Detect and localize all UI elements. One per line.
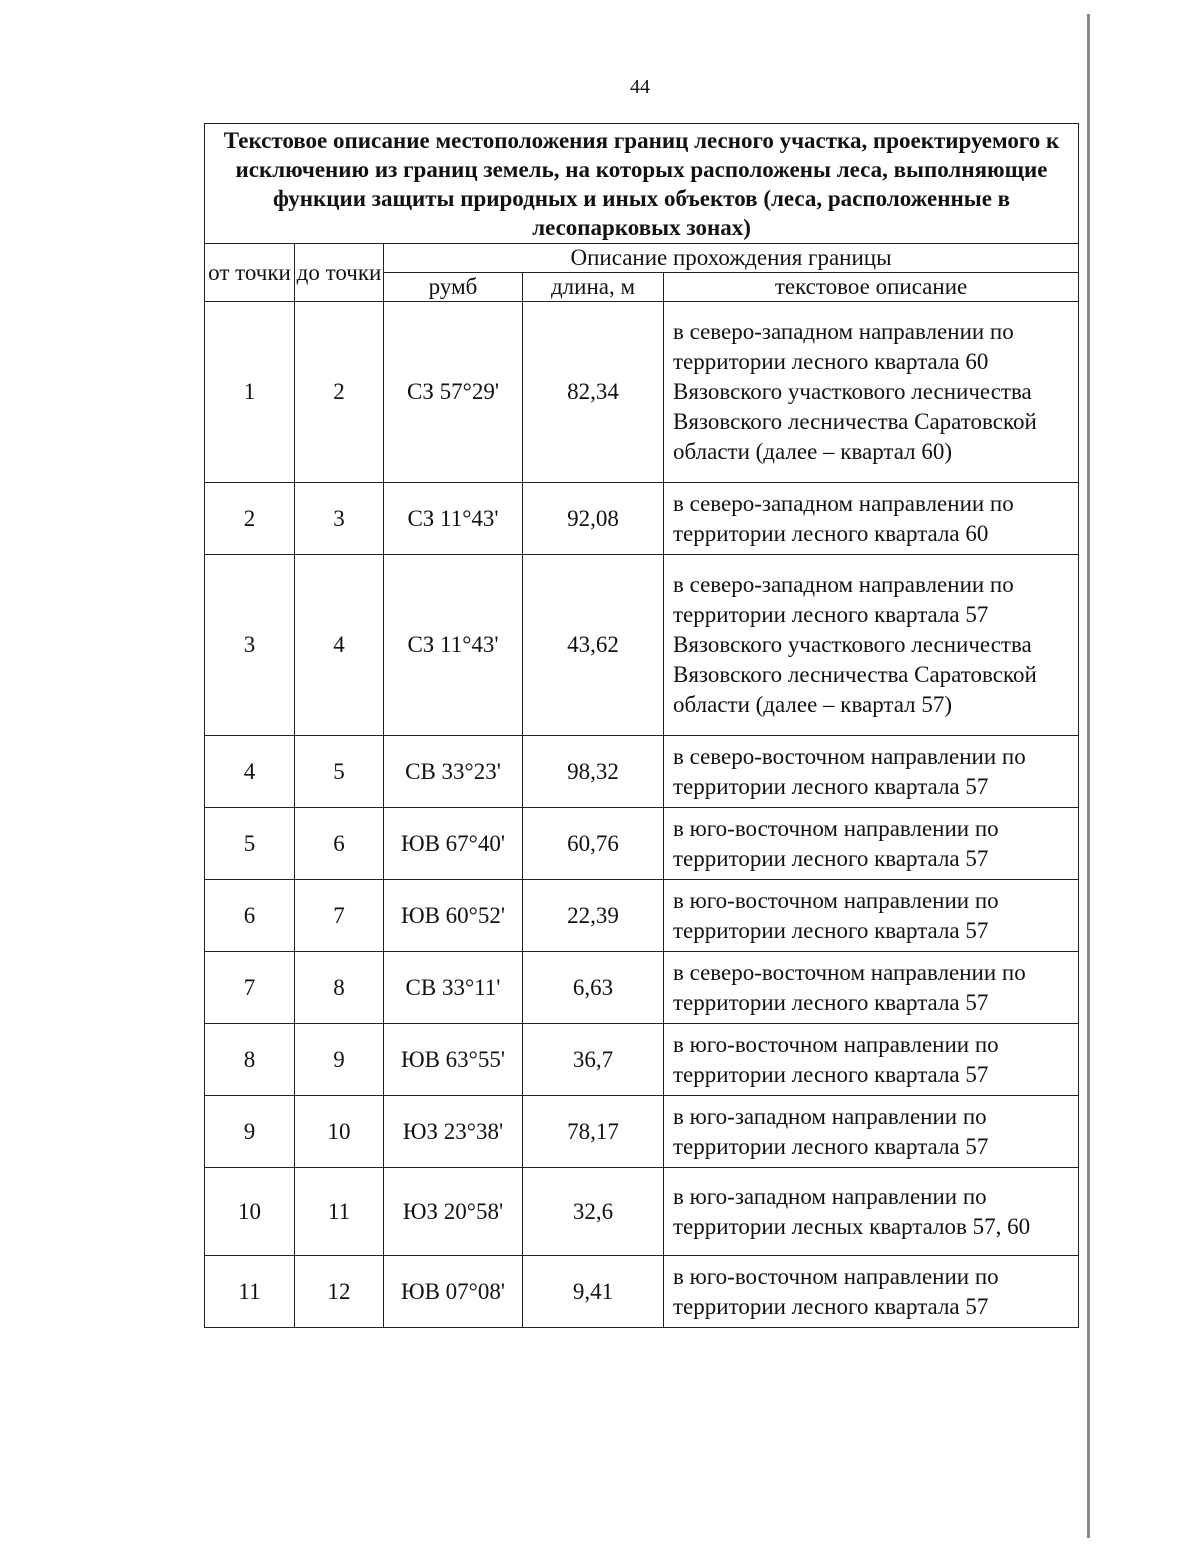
bearing-cell: СВ 33°11' (384, 952, 523, 1024)
from-point-cell: 3 (205, 555, 295, 736)
table-row (205, 1168, 1079, 1256)
to-point-cell: 8 (295, 952, 384, 1024)
description-cell: в северо-западном направлении по территории лесного квартала 60 (664, 483, 1079, 555)
from-point-cell: 7 (205, 952, 295, 1024)
to-point-cell: 9 (295, 1024, 384, 1096)
bearing-cell: ЮВ 60°52' (384, 880, 523, 952)
description-cell: в юго-западном направлении по территории лесного квартала 57 (664, 1096, 1079, 1168)
table-title: Текстовое описание местоположения границ лесного участка, проектируемого к исключению из границ земель, на которых расположены леса, выполняющие функции защиты природных и иных объектов (леса, расположенные в лесопарковых зонах) (205, 124, 1079, 244)
page-number: 44 (630, 76, 650, 98)
length-cell: 9,41 (523, 1256, 664, 1328)
table-row (205, 302, 1079, 483)
bearing-cell: ЮВ 67°40' (384, 808, 523, 880)
header-bearing: румб (384, 273, 523, 302)
to-point-cell: 11 (295, 1168, 384, 1256)
from-point-cell: 1 (205, 302, 295, 483)
length-cell: 32,6 (523, 1168, 664, 1256)
header-boundary-description: Описание прохождения границы (384, 244, 1079, 273)
length-cell: 22,39 (523, 880, 664, 952)
length-cell: 36,7 (523, 1024, 664, 1096)
description-cell: в северо-западном направлении по территории лесного квартала 60 Вязовского участкового лесничества Вязовского лесничества Саратовской области (далее – квартал 60) (664, 302, 1079, 483)
header-length: длина, м (523, 273, 664, 302)
to-point-cell: 4 (295, 555, 384, 736)
description-cell: в юго-восточном направлении по территории лесного квартала 57 (664, 880, 1079, 952)
description-cell: в юго-восточном направлении по территории лесного квартала 57 (664, 1024, 1079, 1096)
from-point-cell: 5 (205, 808, 295, 880)
bearing-cell: ЮЗ 23°38' (384, 1096, 523, 1168)
table-row (205, 736, 1079, 808)
to-point-cell: 7 (295, 880, 384, 952)
from-point-cell: 6 (205, 880, 295, 952)
description-cell: в юго-западном направлении по территории лесных кварталов 57, 60 (664, 1168, 1079, 1256)
table-row (205, 1024, 1079, 1096)
boundary-description-table (204, 123, 1079, 1328)
to-point-cell: 2 (295, 302, 384, 483)
from-point-cell: 11 (205, 1256, 295, 1328)
length-cell: 92,08 (523, 483, 664, 555)
to-point-cell: 12 (295, 1256, 384, 1328)
bearing-cell: ЮВ 63°55' (384, 1024, 523, 1096)
length-cell: 82,34 (523, 302, 664, 483)
bearing-cell: СЗ 11°43' (384, 483, 523, 555)
table-row (205, 555, 1079, 736)
description-cell: в северо-восточном направлении по территории лесного квартала 57 (664, 736, 1079, 808)
bearing-cell: ЮЗ 20°58' (384, 1168, 523, 1256)
length-cell: 43,62 (523, 555, 664, 736)
length-cell: 98,32 (523, 736, 664, 808)
from-point-cell: 9 (205, 1096, 295, 1168)
length-cell: 6,63 (523, 952, 664, 1024)
table-row (205, 1256, 1079, 1328)
description-cell: в северо-западном направлении по территории лесного квартала 57 Вязовского участкового лесничества Вязовского лесничества Саратовской области (далее – квартал 57) (664, 555, 1079, 736)
scan-edge-line (1087, 14, 1090, 1538)
header-from-point: от точки (205, 244, 295, 302)
length-cell: 60,76 (523, 808, 664, 880)
table-row (205, 952, 1079, 1024)
to-point-cell: 5 (295, 736, 384, 808)
table-row (205, 808, 1079, 880)
from-point-cell: 4 (205, 736, 295, 808)
header-to-point: до точки (295, 244, 384, 302)
from-point-cell: 2 (205, 483, 295, 555)
table-row (205, 483, 1079, 555)
description-cell: в северо-восточном направлении по территории лесного квартала 57 (664, 952, 1079, 1024)
length-cell: 78,17 (523, 1096, 664, 1168)
from-point-cell: 10 (205, 1168, 295, 1256)
to-point-cell: 3 (295, 483, 384, 555)
from-point-cell: 8 (205, 1024, 295, 1096)
table-row (205, 880, 1079, 952)
header-text-description: текстовое описание (664, 273, 1079, 302)
bearing-cell: СЗ 57°29' (384, 302, 523, 483)
to-point-cell: 6 (295, 808, 384, 880)
bearing-cell: СЗ 11°43' (384, 555, 523, 736)
table-row (205, 1096, 1079, 1168)
bearing-cell: ЮВ 07°08' (384, 1256, 523, 1328)
description-cell: в юго-восточном направлении по территории лесного квартала 57 (664, 808, 1079, 880)
description-cell: в юго-восточном направлении по территории лесного квартала 57 (664, 1256, 1079, 1328)
to-point-cell: 10 (295, 1096, 384, 1168)
bearing-cell: СВ 33°23' (384, 736, 523, 808)
